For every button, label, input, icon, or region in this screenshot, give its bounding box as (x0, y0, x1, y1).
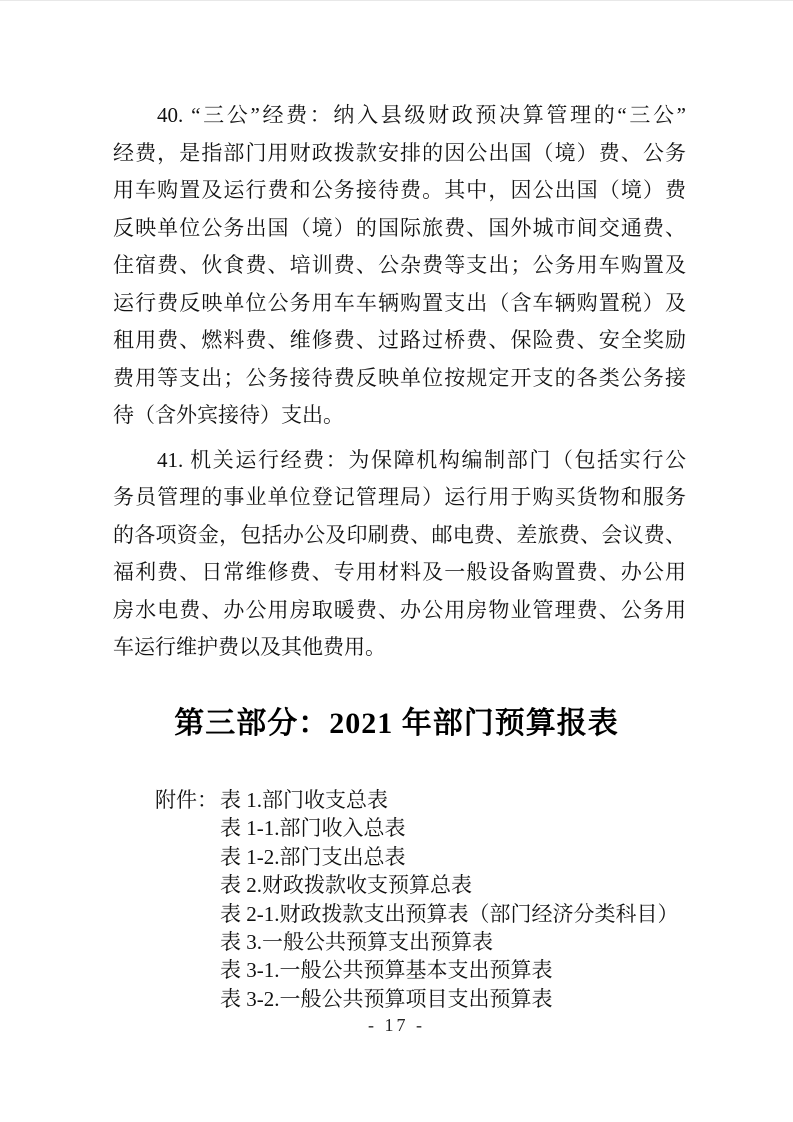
text-line: 房水电费、办公用房取暖费、办公用房物业管理费、公务用 (113, 597, 686, 622)
attachments-list (220, 786, 679, 1013)
text-line: 福利费、日常维修费、专用材料及一般设备购置费、办公用 (113, 560, 686, 584)
attachment-item: 表 3-1.一般公共预算基本支出预算表 (220, 958, 553, 983)
paragraph-sangong-expenses (113, 97, 686, 435)
text-line: 运行费反映单位公务用车车辆购置支出（含车辆购置税）及 (113, 290, 686, 315)
section-heading: 第三部分：2021 年部门预算报表 (174, 707, 619, 740)
attachment-item: 表 1.部门收支总表 (220, 788, 388, 812)
attachment-item: 表 2-1.财政拨款支出预算表（部门经济分类科目） (220, 901, 679, 926)
text-line: 40. “三公”经费：纳入县级财政预决算管理的“三公” (157, 103, 686, 127)
text-line: 住宿费、伙食费、培训费、公杂费等支出；公务用车购置及 (113, 253, 686, 277)
text-line: 用车购置及运行费和公务接待费。其中，因公出国（境）费 (113, 178, 686, 202)
attachments-label: 附件： (155, 788, 218, 812)
paragraph-agency-operating-funds (113, 442, 686, 667)
text-line: 经费，是指部门用财政拨款安排的因公出国（境）费、公务 (113, 140, 686, 165)
attachment-item: 表 2.财政拨款收支预算总表 (220, 873, 472, 898)
text-line: 务员管理的事业单位登记管理局）运行用于购买货物和服务 (113, 485, 686, 509)
text-line: 费用等支出；公务接待费反映单位按规定开支的各类公务接 (113, 365, 686, 390)
attachment-item: 表 3-2.一般公共预算项目支出预算表 (220, 986, 553, 1011)
body-text (113, 97, 686, 667)
page-number: - 17 - (368, 1015, 425, 1035)
text-line: 41. 机关运行经费：为保障机构编制部门（包括实行公 (157, 447, 686, 472)
text-line: 的各项资金，包括办公及印刷费、邮电费、差旅费、会议费、 (113, 522, 686, 547)
attachment-item: 表 1-2.部门支出总表 (220, 844, 406, 869)
text-line: 待（含外宾接待）支出。 (113, 403, 344, 427)
text-line: 车运行维护费以及其他费用。 (113, 635, 386, 659)
text-line: 租用费、燃料费、维修费、过路过桥费、保险费、安全奖励 (113, 328, 686, 352)
attachment-item: 表 1-1.部门收入总表 (220, 816, 406, 841)
text-line: 反映单位公务出国（境）的国际旅费、国外城市间交通费、 (113, 215, 686, 240)
attachment-item: 表 3.一般公共预算支出预算表 (220, 930, 493, 955)
attachments-block (155, 786, 679, 1013)
